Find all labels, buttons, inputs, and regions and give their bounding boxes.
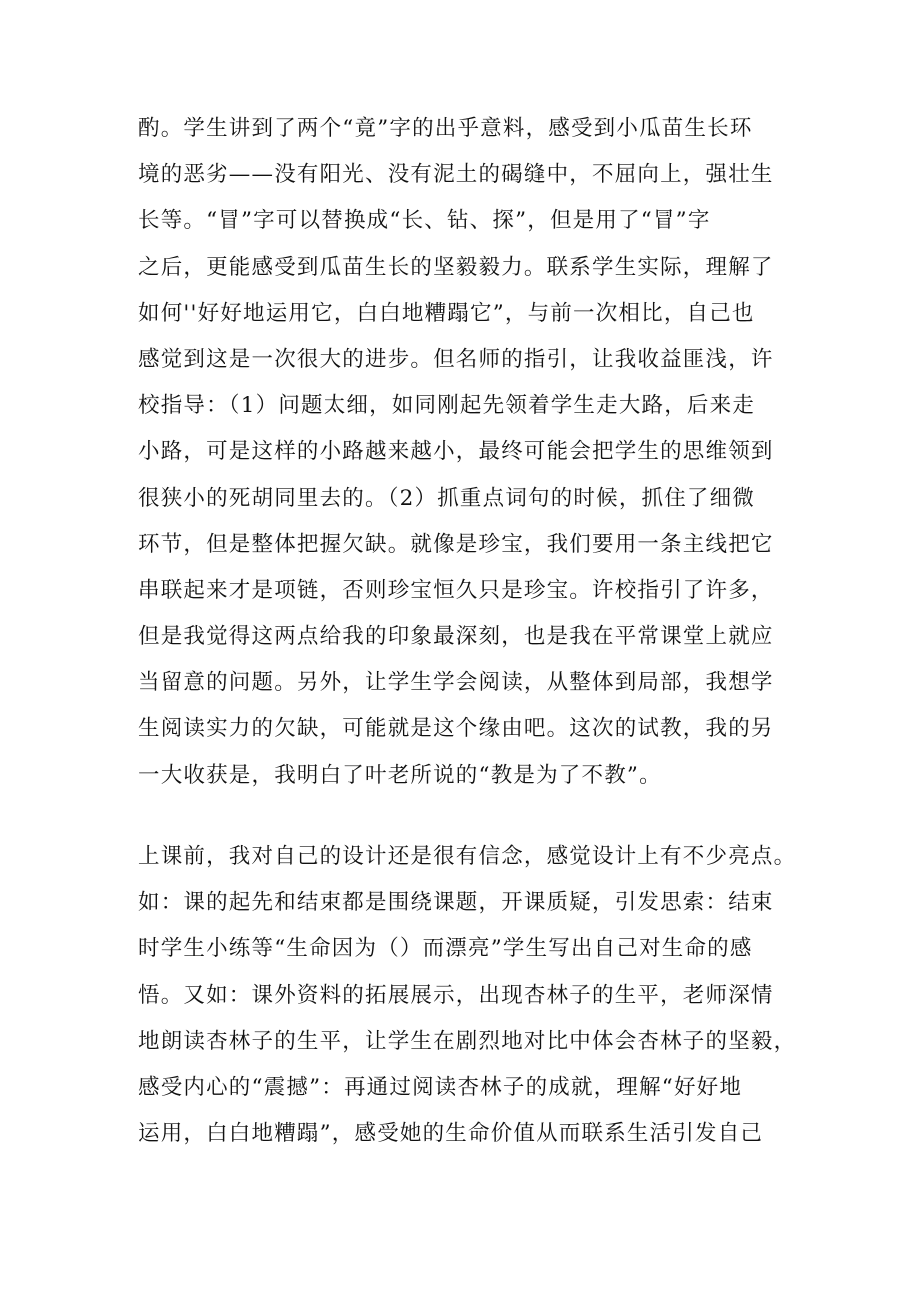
text-line: 长等。“冒”字可以替换成“长、钻、探”，但是用了“冒”字	[138, 208, 711, 234]
text-line: 悟。又如：课外资料的拓展展示，出现杏林子的生平，老师深情	[138, 982, 774, 1008]
text-line: 时学生小练等“生命因为（）而漂亮”学生写出自己对生命的感	[138, 936, 753, 962]
paragraph-2	[138, 834, 797, 1157]
text-line: 串联起来才是项链，否则珍宝恒久只是珍宝。许校指引了许多，	[138, 577, 774, 603]
text-line: 运用，白白地糟蹋”，感受她的生命价值从而联系生活引发自己	[138, 1121, 764, 1147]
text-line: 一大收获是，我明白了叶老所说的“教是为了不教”。	[138, 762, 662, 788]
text-line: 酌。学生讲到了两个“竟”字的出乎意料，感受到小瓜苗生长环	[138, 116, 753, 141]
text-line: 校指导：（1）问题太细，如同刚起先领着学生走大路，后来走	[138, 393, 756, 419]
text-line: 感觉到这是一次很大的进步。但名师的指引，让我收益匪浅，许	[138, 346, 774, 372]
text-line: 如：课的起先和结束都是围绕课题，开课质疑，引发思索：结束	[138, 890, 774, 916]
text-line: 境的恶劣——没有阳光、没有泥土的碣缝中，不屈向上，强壮生	[138, 162, 774, 188]
text-line: 感受内心的“震撼”：再通过阅读杏林子的成就，理解“好好地	[138, 1074, 743, 1100]
text-line: 上课前，我对自己的设计还是很有信念，感觉设计上有不少亮点。	[138, 844, 797, 869]
text-line: 环节，但是整体把握欠缺。就像是珍宝，我们要用一条主线把它	[138, 531, 774, 557]
text-line: 如何''好好地运用它，白白地糟蹋它”，与前一次相比，自己也	[138, 300, 755, 326]
text-line: 小路，可是这样的小路越来越小，最终可能会把学生的思维领到	[138, 439, 774, 465]
text-line: 很狭小的死胡同里去的。（2）抓重点词句的时候，抓住了细微	[138, 485, 756, 511]
text-line: 但是我觉得这两点给我的印象最深刻，也是我在平常课堂上就应	[138, 624, 774, 650]
text-line: 地朗读杏林子的生平，让学生在剧烈地对比中体会杏林子的坚毅，	[138, 1028, 797, 1054]
paragraph-1	[138, 106, 788, 799]
text-line: 之后，更能感受到瓜苗生长的坚毅毅力。联系学生实际，理解了	[138, 254, 774, 280]
text-line: 生阅读实力的欠缺，可能就是这个缘由吧。这次的试教，我的另	[138, 716, 774, 742]
text-line: 当留意的问题。另外，让学生学会阅读，从整体到局部，我想学	[138, 670, 774, 696]
